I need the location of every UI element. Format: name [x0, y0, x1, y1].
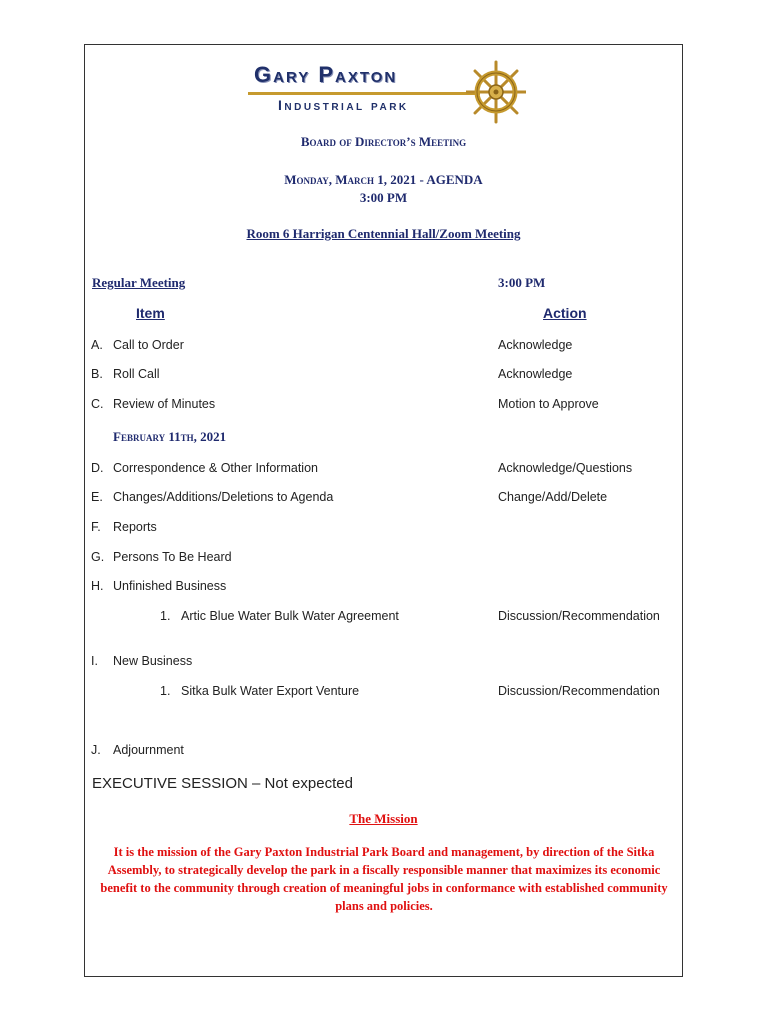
item-header: Item [136, 305, 165, 321]
item-letter: A. [91, 338, 103, 352]
subitem-label: Artic Blue Water Bulk Water Agreement [181, 609, 399, 623]
subitem-action: Discussion/Recommendation [498, 609, 660, 623]
executive-session: EXECUTIVE SESSION – Not expected [92, 775, 353, 792]
logo-title: Gary Paxton [254, 62, 398, 87]
item-label: Correspondence & Other Information [113, 461, 318, 475]
item-letter: D. [91, 461, 104, 475]
item-letter: E. [91, 490, 103, 504]
item-action: Motion to Approve [498, 397, 599, 411]
item-letter: H. [91, 579, 104, 593]
subitem-number: 1. [160, 684, 171, 698]
item-label: Roll Call [113, 367, 160, 381]
item-letter: F. [91, 520, 101, 534]
item-action: Change/Add/Delete [498, 490, 608, 504]
mission-title: The Mission [349, 811, 418, 826]
logo-rule [248, 92, 480, 95]
meeting-title: Board of Director’s Meeting [300, 134, 467, 149]
item-label: Call to Order [113, 338, 184, 352]
item-action: Acknowledge [498, 338, 573, 352]
minutes-date: February 11th, 2021 [113, 429, 227, 444]
logo [248, 58, 533, 130]
item-action: Acknowledge [498, 367, 573, 381]
item-letter: C. [91, 397, 104, 411]
meeting-location: Room 6 Harrigan Centennial Hall/Zoom Meeting [246, 226, 521, 241]
regular-meeting-label: Regular Meeting [92, 275, 186, 290]
item-action: Acknowledge/Questions [498, 461, 633, 475]
item-letter: G. [91, 550, 105, 564]
meeting-time: 3:00 PM [359, 190, 408, 205]
item-label: Reports [113, 520, 157, 534]
subitem-number: 1. [160, 609, 171, 623]
subitem-action: Discussion/Recommendation [498, 684, 660, 698]
item-letter: J. [91, 743, 101, 757]
regular-meeting-time: 3:00 PM [498, 275, 546, 290]
mission-text: It is the mission of the Gary Paxton Industrial Park Board and management, by direction of the Sitka Assembly, to strategically develop the park in a fiscally responsible manner that maximizes its economic benefit to the community through creation of meaningful jobs in conformance with established community plans and policies. [100, 845, 668, 913]
item-label: New Business [113, 654, 193, 668]
logo-subtitle: Industrial park [278, 97, 409, 113]
subitem-label: Sitka Bulk Water Export Venture [181, 684, 360, 698]
item-label: Review of Minutes [113, 397, 216, 411]
action-header: Action [543, 305, 587, 321]
item-letter: B. [91, 367, 103, 381]
item-label: Unfinished Business [113, 579, 227, 593]
item-label: Adjournment [113, 743, 184, 757]
item-letter: I. [91, 654, 98, 668]
item-label: Persons To Be Heard [113, 550, 232, 564]
ship-wheel-icon [466, 58, 526, 126]
item-label: Changes/Additions/Deletions to Agenda [113, 490, 334, 504]
meeting-date: Monday, March 1, 2021 - AGENDA [284, 172, 483, 187]
